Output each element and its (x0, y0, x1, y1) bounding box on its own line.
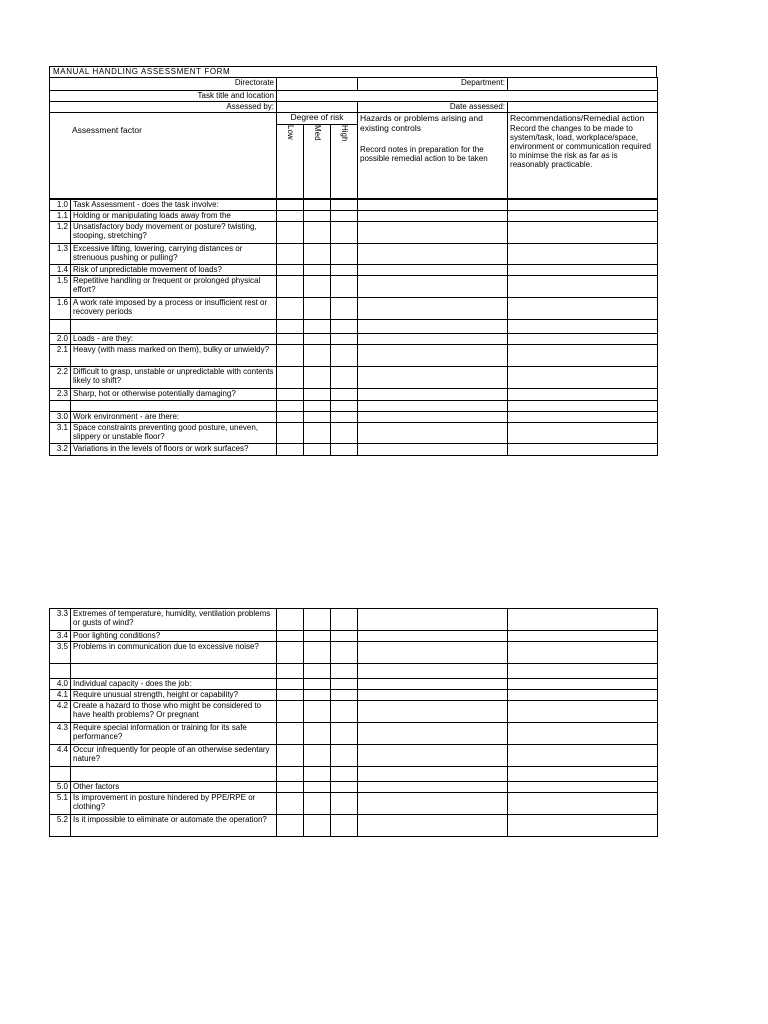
risk-med-cell[interactable] (304, 767, 331, 782)
risk-low-cell[interactable] (277, 401, 304, 412)
factor-description (71, 767, 277, 782)
risk-med-cell[interactable] (304, 423, 331, 444)
risk-med-cell[interactable] (304, 334, 331, 345)
hazards-cell[interactable] (358, 782, 508, 793)
hazards-cell[interactable] (358, 401, 508, 412)
risk-med-cell[interactable] (304, 631, 331, 642)
factor-description: Is it impossible to eliminate or automate the operation? (71, 815, 277, 837)
assessment-form-page-2 (49, 608, 657, 837)
risk-med-cell[interactable] (304, 793, 331, 815)
risk-high-cell[interactable] (331, 389, 358, 401)
factor-number: 4.3 (50, 723, 71, 745)
factor-number: 5.0 (50, 782, 71, 793)
risk-high-cell[interactable] (331, 679, 358, 690)
factor-description: A work rate imposed by a process or insufficient rest or recovery periods (71, 298, 277, 320)
risk-low-cell[interactable] (277, 631, 304, 642)
risk-low-cell[interactable] (277, 423, 304, 444)
risk-low-cell[interactable] (277, 767, 304, 782)
factor-description: Extremes of temperature, humidity, ventilation problems or gusts of wind? (71, 609, 277, 631)
recommendations-cell[interactable] (508, 723, 658, 745)
risk-med-cell[interactable] (304, 723, 331, 745)
factor-number: 4.4 (50, 745, 71, 767)
hazards-cell[interactable] (358, 745, 508, 767)
assessment-row (50, 423, 658, 444)
factor-description: Excessive lifting, lowering, carrying distances or strenuous pushing or pulling? (71, 244, 277, 265)
header-row-top (50, 113, 658, 125)
risk-high-cell[interactable] (331, 298, 358, 320)
risk-high-cell[interactable] (331, 690, 358, 701)
risk-med-cell[interactable] (304, 412, 331, 423)
risk-low-cell[interactable] (277, 222, 304, 244)
assessment-rows-page-1 (49, 199, 658, 456)
risk-med-cell[interactable] (304, 642, 331, 664)
risk-low-cell[interactable] (277, 690, 304, 701)
risk-med-cell[interactable] (304, 389, 331, 401)
factor-number: 1.5 (50, 276, 71, 298)
risk-high-cell[interactable] (331, 815, 358, 837)
degree-of-risk-header: Degree of risk (277, 113, 358, 125)
department-label: Department: (358, 78, 508, 91)
factor-number: 3.5 (50, 642, 71, 664)
hazards-cell[interactable] (358, 701, 508, 723)
assessed-by-label: Assessed by: (50, 102, 277, 113)
factor-number: 3.4 (50, 631, 71, 642)
assessment-row (50, 767, 658, 782)
factor-description: Sharp, hot or otherwise potentially damaging? (71, 389, 277, 401)
factor-description: Other factors (71, 782, 277, 793)
factor-description: Create a hazard to those who might be considered to have health problems? Or pregnant (71, 701, 277, 723)
risk-med-cell[interactable] (304, 609, 331, 631)
recommendations-cell[interactable] (508, 782, 658, 793)
risk-low-label: Low (286, 125, 295, 140)
risk-low-cell[interactable] (277, 334, 304, 345)
factor-description (71, 320, 277, 334)
factor-number (50, 664, 71, 679)
risk-high-cell[interactable] (331, 701, 358, 723)
factor-description: Is improvement in posture hindered by PPE/RPE or clothing? (71, 793, 277, 815)
risk-high-cell[interactable] (331, 609, 358, 631)
recommendations-cell[interactable] (508, 793, 658, 815)
form-title: MANUAL HANDLING ASSESSMENT FORM (49, 66, 657, 77)
assessment-row (50, 222, 658, 244)
risk-low-cell[interactable] (277, 745, 304, 767)
task-title-label: Task title and location (50, 91, 277, 102)
factor-number: 5.1 (50, 793, 71, 815)
risk-med-cell[interactable] (304, 367, 331, 389)
recommendations-cell[interactable] (508, 389, 658, 401)
hazards-title: Hazards or problems arising and existing controls (360, 113, 483, 133)
risk-low-cell[interactable] (277, 815, 304, 837)
risk-high-cell[interactable] (331, 423, 358, 444)
recommendations-cell[interactable] (508, 701, 658, 723)
factor-number: 1.0 (50, 200, 71, 211)
factor-number: 3.2 (50, 444, 71, 456)
hazards-cell[interactable] (358, 298, 508, 320)
form-header-table (49, 77, 658, 199)
risk-low-cell[interactable] (277, 389, 304, 401)
risk-med-cell[interactable] (304, 276, 331, 298)
recommendations-cell[interactable] (508, 664, 658, 679)
hazards-cell[interactable] (358, 423, 508, 444)
hazards-note: Record notes in preparation for the possible remedial action to be taken (360, 145, 488, 163)
risk-low-cell[interactable] (277, 701, 304, 723)
task-title-field[interactable] (277, 91, 658, 102)
factor-description: Unsatisfactory body movement or posture? twisting, stooping, stretching? (71, 222, 277, 244)
assessment-row (50, 401, 658, 412)
risk-med-cell[interactable] (304, 745, 331, 767)
risk-med-cell[interactable] (304, 815, 331, 837)
factor-description: Work environment - are there: (71, 412, 277, 423)
assessment-row (50, 664, 658, 679)
assessment-row (50, 320, 658, 334)
factor-description: Individual capacity - does the job: (71, 679, 277, 690)
risk-low-cell[interactable] (277, 298, 304, 320)
recommendations-cell[interactable] (508, 815, 658, 837)
risk-low-cell[interactable] (277, 664, 304, 679)
risk-high-cell[interactable] (331, 745, 358, 767)
risk-med-cell[interactable] (304, 690, 331, 701)
risk-high-label: High (340, 125, 350, 142)
factor-description: Repetitive handling or frequent or prolonged physical effort? (71, 276, 277, 298)
hazards-cell[interactable] (358, 767, 508, 782)
factor-description: Variations in the levels of floors or work surfaces? (71, 444, 277, 456)
risk-low-cell[interactable] (277, 782, 304, 793)
factor-number: 5.2 (50, 815, 71, 837)
hazards-header (358, 113, 508, 199)
hazards-cell[interactable] (358, 334, 508, 345)
recommendations-cell[interactable] (508, 345, 658, 367)
recommendations-cell[interactable] (508, 200, 658, 211)
risk-high-cell[interactable] (331, 401, 358, 412)
risk-med-cell[interactable] (304, 320, 331, 334)
assessment-rows-page-2 (49, 608, 658, 837)
assessment-row (50, 211, 658, 222)
factor-number: 2.0 (50, 334, 71, 345)
assessment-row (50, 690, 658, 701)
hazards-cell[interactable] (358, 642, 508, 664)
recommendations-cell[interactable] (508, 265, 658, 276)
recommendations-cell[interactable] (508, 444, 658, 456)
risk-high-cell[interactable] (331, 320, 358, 334)
hazards-cell[interactable] (358, 200, 508, 211)
risk-med-cell[interactable] (304, 345, 331, 367)
factor-number: 1.4 (50, 265, 71, 276)
risk-high-header (331, 125, 358, 199)
risk-low-cell[interactable] (277, 412, 304, 423)
assessment-factor-label: Assessment factor (72, 125, 142, 135)
factor-description: Poor lighting conditions? (71, 631, 277, 642)
risk-med-cell[interactable] (304, 244, 331, 265)
recommendations-cell[interactable] (508, 222, 658, 244)
recommendations-cell[interactable] (508, 642, 658, 664)
hazards-cell[interactable] (358, 244, 508, 265)
assessment-row (50, 642, 658, 664)
assessment-row (50, 782, 658, 793)
factor-description: Risk of unpredictable movement of loads? (71, 265, 277, 276)
factor-number (50, 320, 71, 334)
assessment-row (50, 276, 658, 298)
factor-description: Loads - are they: (71, 334, 277, 345)
factor-number: 4.1 (50, 690, 71, 701)
risk-low-cell[interactable] (277, 723, 304, 745)
date-assessed-field[interactable] (508, 102, 658, 113)
assessment-row (50, 412, 658, 423)
recommendations-cell[interactable] (508, 631, 658, 642)
assessment-row (50, 244, 658, 265)
risk-med-cell[interactable] (304, 679, 331, 690)
hazards-cell[interactable] (358, 609, 508, 631)
factor-number: 2.1 (50, 345, 71, 367)
hazards-cell[interactable] (358, 690, 508, 701)
hazards-cell[interactable] (358, 815, 508, 837)
risk-med-cell[interactable] (304, 401, 331, 412)
assessment-row (50, 745, 658, 767)
assessment-row (50, 444, 658, 456)
risk-med-cell[interactable] (304, 222, 331, 244)
factor-description: Task Assessment - does the task involve: (71, 200, 277, 211)
recommendations-title: Recommendations/Remedial action (510, 113, 645, 123)
risk-high-cell[interactable] (331, 642, 358, 664)
risk-high-cell[interactable] (331, 367, 358, 389)
recommendations-cell[interactable] (508, 690, 658, 701)
risk-high-cell[interactable] (331, 412, 358, 423)
assessment-row (50, 389, 658, 401)
assessment-row (50, 265, 658, 276)
factor-description (71, 664, 277, 679)
assessed-by-field[interactable] (277, 102, 358, 113)
assessment-row (50, 701, 658, 723)
risk-high-cell[interactable] (331, 444, 358, 456)
risk-high-cell[interactable] (331, 664, 358, 679)
hazards-cell[interactable] (358, 389, 508, 401)
risk-high-cell[interactable] (331, 793, 358, 815)
risk-low-cell[interactable] (277, 793, 304, 815)
hazards-cell[interactable] (358, 412, 508, 423)
hazards-cell[interactable] (358, 211, 508, 222)
factor-number: 1.2 (50, 222, 71, 244)
risk-low-cell[interactable] (277, 367, 304, 389)
factor-description: Holding or manipulating loads away from the (71, 211, 277, 222)
hazards-cell[interactable] (358, 320, 508, 334)
risk-low-cell[interactable] (277, 211, 304, 222)
recommendations-cell[interactable] (508, 401, 658, 412)
risk-high-cell[interactable] (331, 265, 358, 276)
assessment-row (50, 679, 658, 690)
risk-high-cell[interactable] (331, 244, 358, 265)
factor-number: 1.6 (50, 298, 71, 320)
recommendations-cell[interactable] (508, 367, 658, 389)
risk-low-cell[interactable] (277, 345, 304, 367)
risk-low-cell[interactable] (277, 320, 304, 334)
factor-number: 3.3 (50, 609, 71, 631)
risk-low-cell[interactable] (277, 200, 304, 211)
assessment-row (50, 345, 658, 367)
recommendations-cell[interactable] (508, 320, 658, 334)
risk-low-cell[interactable] (277, 276, 304, 298)
risk-high-cell[interactable] (331, 222, 358, 244)
factor-description: Space constraints preventing good posture, uneven, slippery or unstable floor? (71, 423, 277, 444)
recommendations-cell[interactable] (508, 609, 658, 631)
recommendations-note: Record the changes to be made to system/task, load, workplace/space, environment or communication required to minimse the risk as far as is reasonably practicable. (510, 124, 651, 169)
recommendations-cell[interactable] (508, 211, 658, 222)
recommendations-cell[interactable] (508, 244, 658, 265)
risk-med-cell[interactable] (304, 265, 331, 276)
risk-low-cell[interactable] (277, 444, 304, 456)
date-assessed-label: Date assessed: (358, 102, 508, 113)
factor-number (50, 767, 71, 782)
risk-low-header (277, 125, 304, 199)
risk-high-cell[interactable] (331, 631, 358, 642)
hazards-cell[interactable] (358, 723, 508, 745)
assessment-row (50, 298, 658, 320)
risk-med-cell[interactable] (304, 211, 331, 222)
task-title-row (50, 91, 658, 102)
hazards-cell[interactable] (358, 793, 508, 815)
factor-number: 2.3 (50, 389, 71, 401)
assessment-row (50, 367, 658, 389)
risk-low-cell[interactable] (277, 642, 304, 664)
hazards-cell[interactable] (358, 631, 508, 642)
assessment-factor-header (50, 113, 277, 199)
assessment-row (50, 200, 658, 211)
factor-number: 1.3 (50, 244, 71, 265)
recommendations-cell[interactable] (508, 745, 658, 767)
factor-description: Difficult to grasp, unstable or unpredictable with contents likely to shift? (71, 367, 277, 389)
recommendations-cell[interactable] (508, 412, 658, 423)
risk-low-cell[interactable] (277, 679, 304, 690)
hazards-cell[interactable] (358, 444, 508, 456)
factor-number: 4.0 (50, 679, 71, 690)
assessment-row (50, 723, 658, 745)
factor-description: Heavy (with mass marked on them), bulky or unwieldy? (71, 345, 277, 367)
directorate-row (50, 78, 658, 91)
risk-high-cell[interactable] (331, 334, 358, 345)
recommendations-cell[interactable] (508, 334, 658, 345)
hazards-cell[interactable] (358, 664, 508, 679)
recommendations-cell[interactable] (508, 679, 658, 690)
risk-low-cell[interactable] (277, 265, 304, 276)
hazards-cell[interactable] (358, 367, 508, 389)
risk-high-cell[interactable] (331, 723, 358, 745)
hazards-cell[interactable] (358, 345, 508, 367)
factor-number: 1.1 (50, 211, 71, 222)
risk-med-cell[interactable] (304, 701, 331, 723)
assessment-row (50, 815, 658, 837)
assessment-form-page-1 (49, 66, 657, 456)
hazards-cell[interactable] (358, 679, 508, 690)
assessment-row (50, 609, 658, 631)
factor-number: 2.2 (50, 367, 71, 389)
factor-description: Problems in communication due to excessive noise? (71, 642, 277, 664)
risk-med-cell[interactable] (304, 298, 331, 320)
factor-description: Require unusual strength, height or capability? (71, 690, 277, 701)
risk-med-cell[interactable] (304, 200, 331, 211)
hazards-cell[interactable] (358, 222, 508, 244)
hazards-cell[interactable] (358, 265, 508, 276)
factor-description: Require special information or training for its safe performance? (71, 723, 277, 745)
risk-high-cell[interactable] (331, 345, 358, 367)
risk-high-cell[interactable] (331, 200, 358, 211)
risk-med-cell[interactable] (304, 444, 331, 456)
department-field[interactable] (508, 78, 658, 91)
assessment-row (50, 334, 658, 345)
risk-low-cell[interactable] (277, 244, 304, 265)
directorate-field[interactable] (277, 78, 358, 91)
risk-med-label: Med (313, 125, 322, 141)
risk-med-cell[interactable] (304, 664, 331, 679)
factor-number: 4.2 (50, 701, 71, 723)
factor-number (50, 401, 71, 412)
risk-med-header (304, 125, 331, 199)
risk-low-cell[interactable] (277, 609, 304, 631)
recommendations-header (508, 113, 658, 199)
factor-number: 3.1 (50, 423, 71, 444)
risk-high-cell[interactable] (331, 782, 358, 793)
recommendations-cell[interactable] (508, 298, 658, 320)
risk-med-cell[interactable] (304, 782, 331, 793)
factor-description (71, 401, 277, 412)
assessment-row (50, 631, 658, 642)
assessed-by-row (50, 102, 658, 113)
risk-high-cell[interactable] (331, 211, 358, 222)
recommendations-cell[interactable] (508, 276, 658, 298)
hazards-cell[interactable] (358, 276, 508, 298)
risk-high-cell[interactable] (331, 276, 358, 298)
directorate-label: Directorate (50, 78, 277, 91)
factor-description: Occur infrequently for people of an otherwise sedentary nature? (71, 745, 277, 767)
assessment-row (50, 793, 658, 815)
recommendations-cell[interactable] (508, 423, 658, 444)
recommendations-cell[interactable] (508, 767, 658, 782)
factor-number: 3.0 (50, 412, 71, 423)
risk-high-cell[interactable] (331, 767, 358, 782)
